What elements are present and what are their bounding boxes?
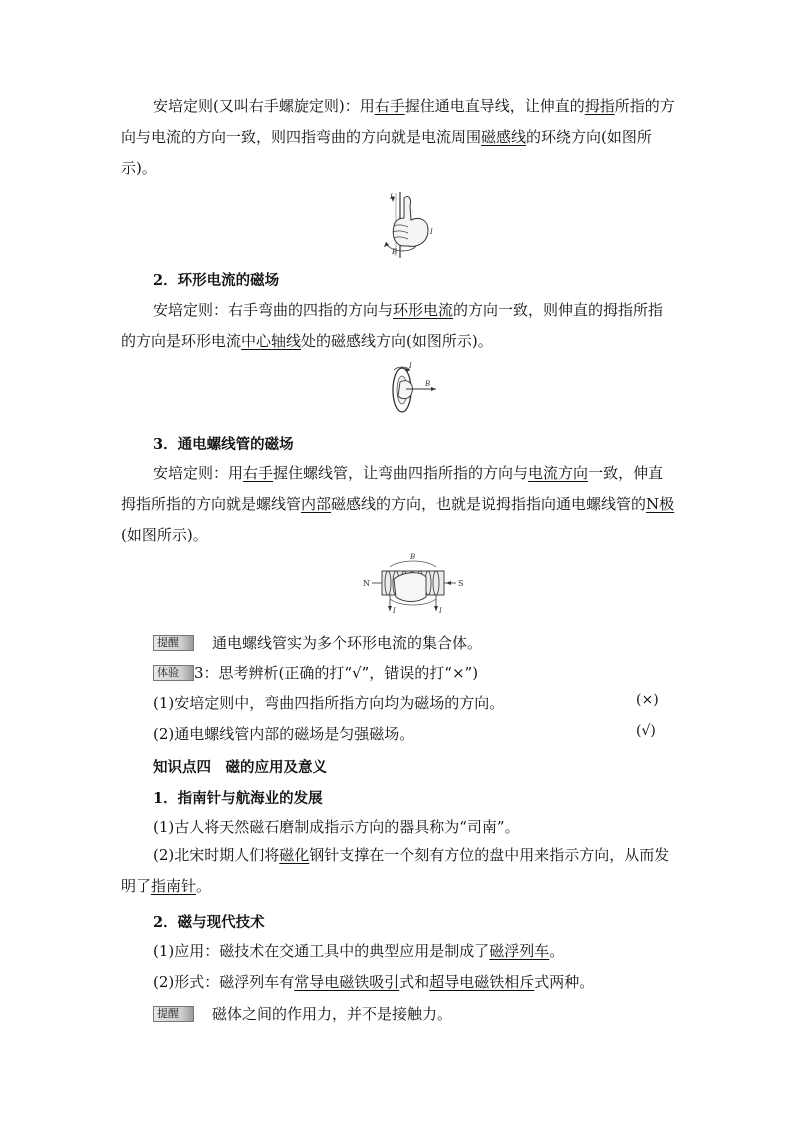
underlined-term: 磁化 <box>279 846 310 864</box>
underlined-term: 磁浮列车 <box>489 942 550 960</box>
straight-wire-hand-figure <box>380 190 440 260</box>
underlined-term: 指南针 <box>151 877 197 895</box>
underlined-term: 拇指 <box>584 97 615 115</box>
underlined-term: 内部 <box>301 495 332 513</box>
tip-magnet-force: 提醒 磁体之间的作用力，并不是接触力。 <box>153 1003 452 1024</box>
ring-current-hand-figure <box>382 362 444 416</box>
section-heading-modern-tech: 2．磁与现代技术 <box>153 914 265 931</box>
south-pole-label: S <box>458 579 464 588</box>
current-label: I <box>390 193 393 201</box>
experience-tag: 体验 <box>153 665 194 681</box>
field-label: B <box>410 553 416 561</box>
ampere-rule-ring-current-paragraph: 安培定则：右手弯曲的四指的方向与环形电流的方向一致，则伸直的拇指所指的方向是环形电流中心轴线处的磁感线方向(如图所示)。 <box>121 301 664 350</box>
exercise-question-1: (1)安培定则中，弯曲四指所指方向均为磁场的方向。 <box>153 694 505 712</box>
current-label: I <box>409 362 412 370</box>
underlined-term: 磁感线 <box>481 128 527 146</box>
maglev-application-line: (1)应用：磁技术在交通工具中的典型应用是制成了磁浮列车。 <box>153 942 565 960</box>
compass-line-2: (2)北宋时期人们将磁化钢针支撑在一个刻有方位的盘中用来指示方向，从而发明了指南针。 <box>121 846 670 895</box>
section-heading-solenoid: 3．通电螺线管的磁场 <box>153 436 294 453</box>
section-heading-compass: 1．指南针与航海业的发展 <box>153 790 323 807</box>
underlined-term: 超导电磁铁相斥 <box>429 973 535 991</box>
solenoid-hand-figure <box>360 553 466 615</box>
ampere-rule-straight-wire-paragraph: 安培定则(又叫右手螺旋定则)：用右手握住通电直导线，让伸直的拇指所指的方向与电流的方向一致，则四指弯曲的方向就是电流周围磁感线的环绕方向(如图所示)。 <box>121 97 675 177</box>
field-label: B <box>392 248 398 256</box>
maglev-forms-line: (2)形式：磁浮列车有常导电磁铁吸引式和超导电磁铁相斥式两种。 <box>153 973 595 991</box>
current-label: I <box>439 607 442 615</box>
current-label: I <box>430 228 433 236</box>
tip-solenoid: 提醒 通电螺线管实为多个环形电流的集合体。 <box>153 632 482 653</box>
section-heading-ring-current: 2．环形电流的磁场 <box>153 272 280 289</box>
answer-mark-1: (×) <box>636 692 659 708</box>
north-pole-label: N <box>363 579 370 588</box>
underlined-term: 常导电磁铁吸引 <box>294 973 400 991</box>
knowledge-point-title: 知识点四 磁的应用及意义 <box>153 759 327 776</box>
compass-line-1: (1)古人将天然磁石磨制成指示方向的器具称为“司南”。 <box>153 818 520 836</box>
current-label: I <box>393 607 396 615</box>
underlined-term: 右手 <box>374 97 405 115</box>
field-label: B <box>425 380 431 388</box>
underlined-term: 中心轴线 <box>241 332 302 350</box>
underlined-term: 右手 <box>243 464 274 482</box>
underlined-term: 电流方向 <box>528 464 589 482</box>
tip-tag: 提醒 <box>153 1006 194 1022</box>
tip-tag: 提醒 <box>153 635 194 651</box>
exercise-question-2: (2)通电螺线管内部的磁场是匀强磁场。 <box>153 725 415 743</box>
exercise-intro: 体验 3：思考辨析(正确的打“√”，错误的打“×”) <box>153 662 478 683</box>
underlined-term: N极 <box>646 495 675 513</box>
underlined-term: 环形电流 <box>393 301 454 319</box>
ampere-rule-solenoid-paragraph: 安培定则：用右手握住螺线管，让弯曲四指所指的方向与电流方向一致，伸直拇指所指的方向就是螺线管内部磁感线的方向，也就是说拇指指向通电螺线管的N极(如图所示)。 <box>121 464 675 544</box>
answer-mark-2: (√) <box>636 723 656 739</box>
